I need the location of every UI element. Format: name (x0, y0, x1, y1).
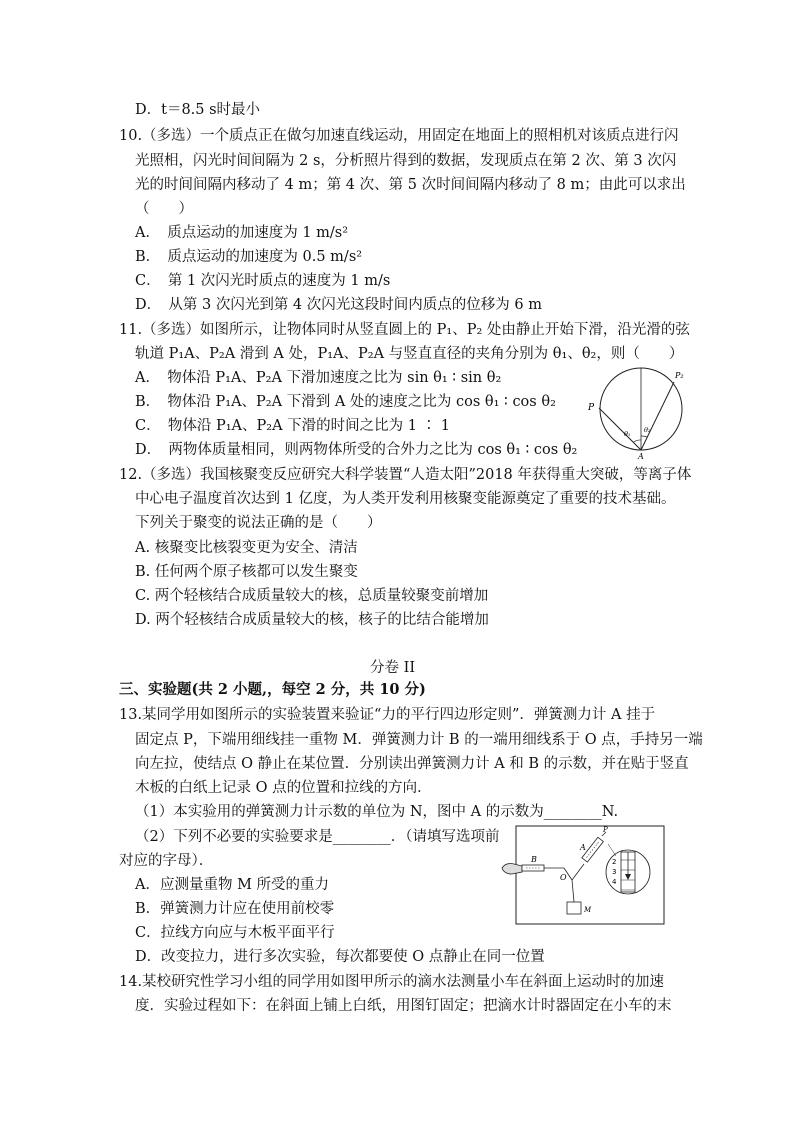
q12-option-b: B. 任何两个原子核都可以发生聚变 (135, 564, 358, 580)
q12-option-a: A. 核聚变比核裂变更为安全、清洁 (135, 540, 358, 556)
part-title: 分卷 II (370, 660, 416, 676)
q13-apparatus-figure (500, 824, 666, 926)
q11-circle-figure (586, 364, 688, 460)
q13-option-d: D．改变拉力，进行多次实验，每次都要使 O 点静止在同一位置 (135, 949, 545, 965)
q13-option-c: C．拉线方向应与木板平面平行 (135, 925, 335, 941)
q13-label-a: A (580, 843, 586, 852)
q11-option-b: B． 物体沿 P₁A、P₂A 下滑到 A 处的速度之比为 cos θ₁ ∶ cos θ₂ (135, 394, 556, 410)
q13-stem-line-2: 固定点 P，下端用细线挂一重物 M．弹簧测力计 B 的一端用细线系于 O 点，手持另一端 (135, 732, 703, 748)
q13-option-b: B．弹簧测力计应在使用前校零 (135, 901, 335, 917)
q11-option-c: C． 物体沿 P₁A、P₂A 下滑的时间之比为 1 ∶ 1 (135, 418, 450, 434)
q13-label-m: M (584, 906, 592, 914)
q11-stem-line-1: 11.（多选）如图所示，让物体同时从竖直圆上的 P₁、P₂ 处由静止开始下滑，沿光滑的弦 (119, 322, 690, 338)
q13-label-p: P (603, 826, 608, 834)
q12-stem-line-2: 中心电子温度首次达到 1 亿度，为人类开发利用核聚变能源奠定了重要的技术基础。 (135, 491, 676, 507)
section-heading: 三、实验题(共 2 小题,，每空 2 分，共 10 分) (119, 681, 426, 698)
q11-option-a: A． 物体沿 P₁A、P₂A 下滑加速度之比为 sin θ₁ ∶ sin θ₂ (135, 370, 502, 386)
q13-stem-line-1: 13.某同学用如图所示的实验装置来验证“力的平行四边形定则”．弹簧测力计 A 挂于 (119, 707, 656, 723)
q11-label-a: A (638, 452, 644, 460)
q10-stem-line-1: 10.（多选）一个质点正在做匀加速直线运动，用固定在地面上的照相机对该质点进行闪 (119, 128, 679, 144)
q11-label-p2: P₂ (675, 371, 684, 380)
q12-stem-line-1: 12.（多选）我国核聚变反应研究大科学装置“人造太阳”2018 年获得重大突破，等离子体 (119, 467, 692, 483)
q13-scale-3: 3 (612, 868, 617, 876)
q11-stem-line-2: 轨道 P₁A、P₂A 滑到 A 处，P₁A、P₂A 与竖直直径的夹角分别为 θ₁、θ₂，则（ ） (135, 346, 684, 362)
q14-stem-line-1: 14.某校研究性学习小组的同学用如图甲所示的滴水法测量小车在斜面上运动时的加速 (119, 974, 665, 990)
q10-option-a: A． 质点运动的加速度为 1 m/s² (135, 225, 349, 241)
q10-option-d: D． 从第 3 次闪光到第 4 次闪光这段时间内质点的位移为 6 m (135, 297, 542, 313)
q11-label-p1: P (588, 403, 595, 413)
q12-option-c: C. 两个轻核结合成质量较大的核，总质量较聚变前增加 (135, 588, 489, 604)
q12-option-d: D. 两个轻核结合成质量较大的核，核子的比结合能增加 (135, 612, 489, 628)
q13-scale-4: 4 (612, 878, 617, 886)
q10-stem-line-4: （ ） (135, 201, 193, 217)
q13-label-o: O (560, 873, 567, 882)
q13-sub-1: （1）本实验用的弹簧测力计示数的单位为 N，图中 A 的示数为________N. (135, 804, 619, 820)
q10-stem-line-3: 光的时间间隔内移动了 4 m；第 4 次、第 5 次时间间隔内移动了 8 m；由此可以求出 (135, 177, 686, 193)
q10-option-c: C． 第 1 次闪光时质点的速度为 1 m/s (135, 273, 391, 289)
q11-label-theta2: θ₂ (644, 426, 651, 434)
q13-stem-line-4: 木板的白纸上记录 O 点的位置和拉线的方向． (135, 780, 432, 796)
q11-label-theta1: θ₁ (624, 430, 631, 438)
q13-label-b: B (531, 855, 537, 864)
q10-option-b: B． 质点运动的加速度为 0.5 m/s² (135, 249, 363, 265)
q12-stem-line-3: 下列关于聚变的说法正确的是（ ） (135, 515, 382, 531)
q13-option-a: A．应测量重物 M 所受的重力 (135, 877, 330, 893)
q13-scale-2: 2 (612, 858, 617, 866)
q14-stem-line-2: 度．实验过程如下：在斜面上铺上白纸，用图钉固定；把滴水计时器固定在小车的末 (135, 998, 672, 1014)
q10-stem-line-2: 光照相，闪光时间间隔为 2 s，分析照片得到的数据，发现质点在第 2 次、第 3 次闪 (135, 153, 677, 169)
q13-sub-2-cont: 对应的字母）． (119, 853, 214, 869)
q13-stem-line-3: 向左拉，使结点 O 静止在某位置．分别读出弹簧测力计 A 和 B 的示数，并在贴于竖直 (135, 756, 689, 772)
q9-option-d: D．t＝8.5 s时最小 (135, 102, 261, 118)
q13-sub-2: （2）下列不必要的实验要求是________．（请填写选项前 (135, 829, 500, 845)
q11-option-d: D． 两物体质量相同，则两物体所受的合外力之比为 cos θ₁ ∶ cos θ₂ (135, 442, 578, 458)
